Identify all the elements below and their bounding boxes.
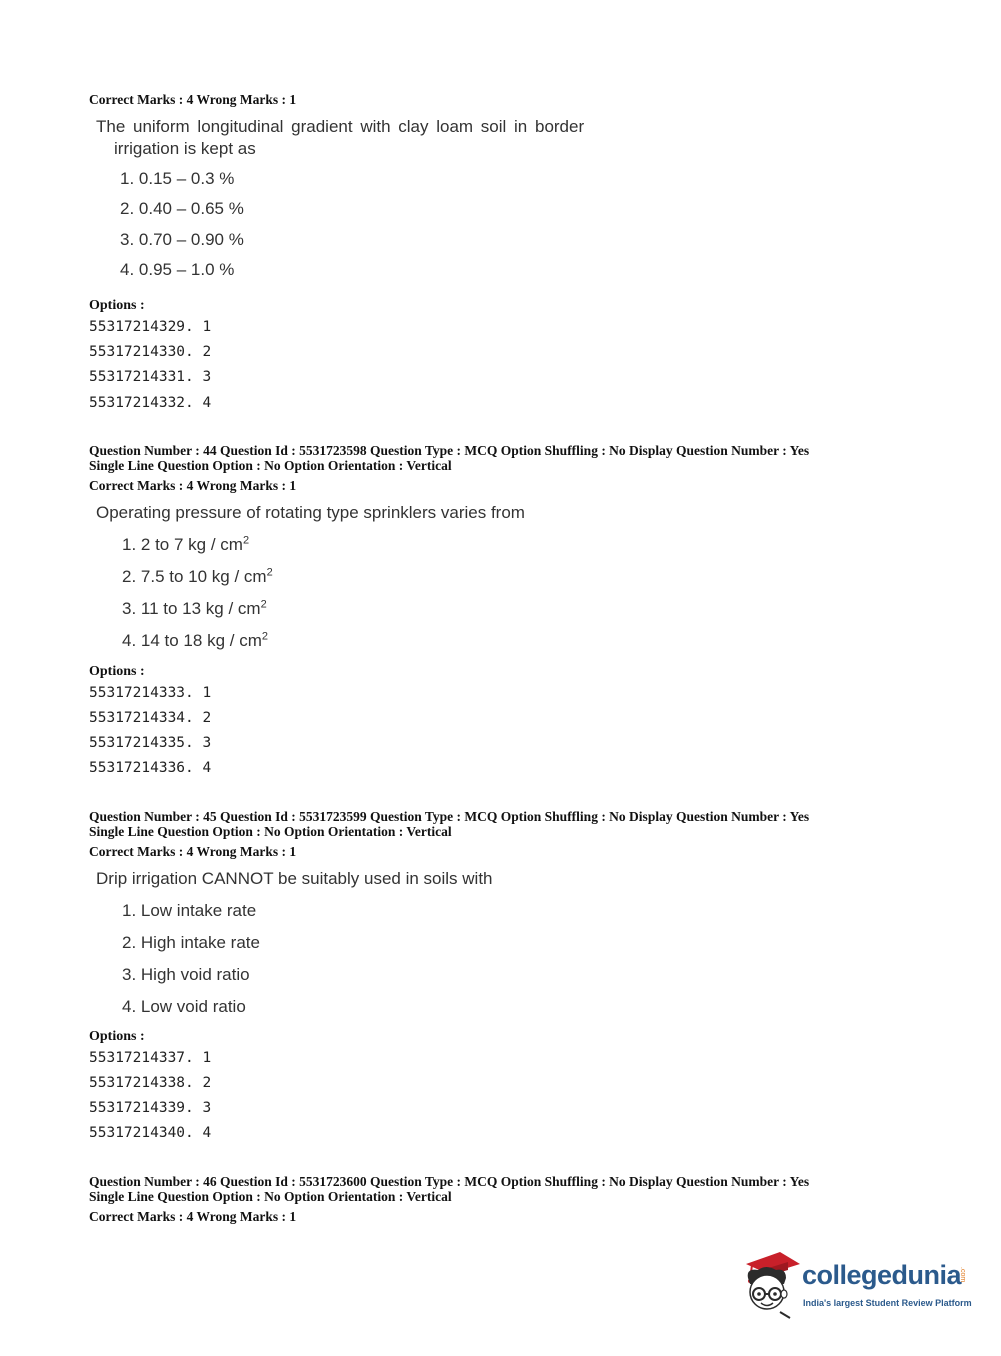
q44-option-2: 55317214334. 2	[89, 710, 212, 726]
mascot-icon	[740, 1250, 802, 1320]
q43-option-4: 55317214332. 4	[89, 395, 212, 411]
q45-choice-3: 3. High void ratio	[122, 965, 250, 984]
q44-question: Operating pressure of rotating type sprinklers varies from	[96, 503, 525, 522]
q44-options-label: Options :	[89, 664, 145, 679]
q46-header-line2: Single Line Question Option : No Option Orientation : Vertical	[89, 1189, 452, 1204]
logo-wordmark: collegedunia	[802, 1260, 962, 1290]
q45-header-line1: Question Number : 45 Question Id : 5531723599 Question Type : MCQ Option Shuffling : No Display Question Number : Yes	[89, 809, 810, 824]
q43-question-line2: irrigation is kept as	[114, 139, 256, 158]
q45-choice-2: 2. High intake rate	[122, 933, 260, 952]
q45-option-3: 55317214339. 3	[89, 1100, 212, 1116]
q43-choice-3: 3. 0.70 – 0.90 %	[120, 230, 244, 249]
q44-choice-2: 2. 7.5 to 10 kg / $cm^2$	[122, 566, 273, 586]
q43-choice-1: 1. 0.15 – 0.3 %	[120, 169, 235, 188]
q43-options-label: Options :	[89, 298, 145, 313]
q45-options-label: Options :	[89, 1029, 145, 1044]
q43-option-1: 55317214329. 1	[89, 319, 212, 335]
q44-choice-4: 4. 14 to 18 kg / $cm^2$	[122, 630, 268, 650]
q46-marks: Correct Marks : 4 Wrong Marks : 1	[89, 1209, 297, 1224]
q43-marks: Correct Marks : 4 Wrong Marks : 1	[89, 92, 297, 107]
logo-tagline: India's largest Student Review Platform	[803, 1298, 972, 1308]
q45-option-2: 55317214338. 2	[89, 1075, 212, 1091]
q44-header-line2: Single Line Question Option : No Option Orientation : Vertical	[89, 458, 452, 473]
q44-option-3: 55317214335. 3	[89, 735, 212, 751]
q43-choice-4: 4. 0.95 – 1.0 %	[120, 260, 235, 279]
q43-option-3: 55317214331. 3	[89, 369, 212, 385]
q45-marks: Correct Marks : 4 Wrong Marks : 1	[89, 844, 297, 859]
q44-option-4: 55317214336. 4	[89, 760, 212, 776]
q44-marks: Correct Marks : 4 Wrong Marks : 1	[89, 478, 297, 493]
q44-choice-3: 3. 11 to 13 kg / $cm^2$	[122, 598, 267, 618]
collegedunia-logo	[740, 1250, 970, 1320]
q45-option-4: 55317214340. 4	[89, 1125, 212, 1141]
q43-option-2: 55317214330. 2	[89, 344, 212, 360]
q45-option-1: 55317214337. 1	[89, 1050, 212, 1066]
q43-choice-2: 2. 0.40 – 0.65 %	[120, 199, 244, 218]
q43-question-line1: The uniform longitudinal gradient with clay loam soil in border	[96, 117, 585, 136]
q45-header-line2: Single Line Question Option : No Option Orientation : Vertical	[89, 824, 452, 839]
q44-choice-1: 1. 2 to 7 kg / $cm^2$	[122, 534, 250, 554]
q46-header-line1: Question Number : 46 Question Id : 5531723600 Question Type : MCQ Option Shuffling : No Display Question Number : Yes	[89, 1174, 810, 1189]
logo-suffix: .com	[959, 1267, 966, 1283]
q45-choice-1: 1. Low intake rate	[122, 901, 257, 920]
q44-option-1: 55317214333. 1	[89, 685, 212, 701]
q44-header-line1: Question Number : 44 Question Id : 5531723598 Question Type : MCQ Option Shuffling : No Display Question Number : Yes	[89, 443, 810, 458]
q45-choice-4: 4. Low void ratio	[122, 997, 246, 1016]
q45-question: Drip irrigation CANNOT be suitably used in soils with	[96, 869, 493, 888]
